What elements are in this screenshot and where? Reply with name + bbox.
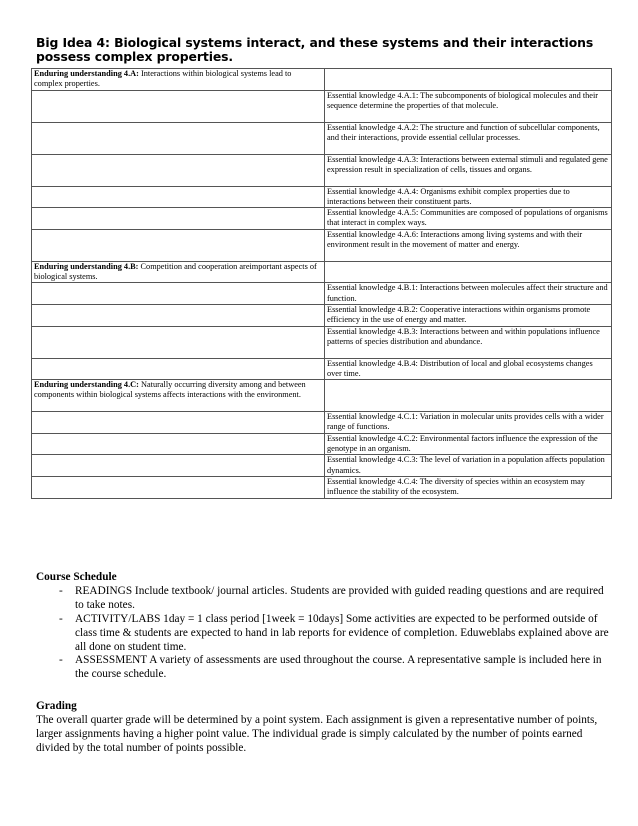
empty-cell <box>32 90 325 122</box>
empty-cell <box>32 208 325 230</box>
eu-row <box>32 261 612 283</box>
empty-cell <box>32 304 325 326</box>
empty-cell <box>325 69 612 91</box>
eu-title: Enduring understanding 4.B: <box>34 261 139 271</box>
ek-cell: Essential knowledge 4.C.3: The level of variation in a population affects population dynamics. <box>325 455 612 477</box>
list-item <box>36 613 611 655</box>
ek-cell: Essential knowledge 4.A.4: Organisms exhibit complex properties due to interactions between their constituent parts. <box>325 186 612 208</box>
ek-cell: Essential knowledge 4.B.1: Interactions between molecules affect their structure and function. <box>325 283 612 305</box>
dash-bullet: - <box>59 654 63 667</box>
dash-bullet: - <box>59 612 63 625</box>
ek-row <box>32 283 612 305</box>
ek-row <box>32 358 612 380</box>
eu-cell <box>32 380 325 412</box>
eu-text: Competition and cooperation areimportant aspects of biological systems. <box>34 261 317 282</box>
empty-cell <box>32 154 325 186</box>
ek-row <box>32 208 612 230</box>
ek-row <box>32 154 612 186</box>
empty-cell <box>32 433 325 455</box>
empty-cell <box>32 326 325 358</box>
ek-cell: Essential knowledge 4.A.6: Interactions among living systems and with their environment result in the movement of matter and energy. <box>325 229 612 261</box>
ek-cell: Essential knowledge 4.B.3: Interactions between and within populations influence patterns of species distribution and abundance. <box>325 326 612 358</box>
ek-row <box>32 229 612 261</box>
list-item-text: ASSESSMENT A variety of assessments are used throughout the course. A representative sample is included here in the course schedule. <box>75 654 602 681</box>
ek-cell: Essential knowledge 4.A.5: Communities are composed of populations of organisms that interact in complex ways. <box>325 208 612 230</box>
eu-text: Interactions within biological systems lead to complex properties. <box>34 69 292 89</box>
empty-cell <box>32 122 325 154</box>
enduring-understanding-table <box>31 68 612 499</box>
empty-cell <box>32 229 325 261</box>
ek-cell: Essential knowledge 4.B.4: Distribution of local and global ecosystems changes over time. <box>325 358 612 380</box>
empty-cell <box>32 476 325 498</box>
eu-title: Enduring understanding 4.A: <box>34 69 139 78</box>
grading-text: The overall quarter grade will be determined by a point system. Each assignment is given a representative number of points, larger assignments having a higher point value. The individual grade is simply calculated by the number of points earned divided by the total number of points possible. <box>36 713 598 754</box>
ek-cell: Essential knowledge 4.A.1: The subcomponents of biological molecules and their sequence determine the properties of that molecule. <box>325 90 612 122</box>
course-schedule-heading: Course Schedule <box>36 571 117 583</box>
eu-cell <box>32 69 325 91</box>
list-item-text: READINGS Include textbook/ journal articles. Students are provided with guided reading questions and are required to take notes. <box>75 584 604 611</box>
ek-row <box>32 122 612 154</box>
ek-row <box>32 90 612 122</box>
list-item-text: ACTIVITY/LABS 1day = 1 class period [1week = 10days] Some activities are expected to be performed outside of class time & students are expected to hand in lab reports for evidence of completion. Eduweblabs explained above are all done on student time. <box>75 612 609 653</box>
ek-cell: Essential knowledge 4.C.2: Environmental factors influence the expression of the genotype in an organism. <box>325 433 612 455</box>
ek-row <box>32 326 612 358</box>
empty-cell <box>32 412 325 434</box>
ek-row <box>32 186 612 208</box>
ek-row <box>32 455 612 477</box>
ek-row <box>32 412 612 434</box>
ek-row <box>32 433 612 455</box>
course-schedule-section <box>36 571 611 682</box>
list-item <box>36 654 611 682</box>
ek-row <box>32 476 612 498</box>
eu-title: Enduring understanding 4.C: <box>34 380 139 390</box>
empty-cell <box>32 358 325 380</box>
grading-section <box>36 700 611 756</box>
ek-row <box>32 304 612 326</box>
ek-cell: Essential knowledge 4.A.3: Interactions between external stimuli and regulated gene expression result in specialization of cells, tissues and organs. <box>325 154 612 186</box>
empty-cell <box>325 261 612 283</box>
ek-cell: Essential knowledge 4.A.2: The structure and function of subcellular components, and their interactions, provide essential cellular processes. <box>325 122 612 154</box>
eu-cell <box>32 261 325 283</box>
eu-row <box>32 69 612 91</box>
ek-cell: Essential knowledge 4.B.2: Cooperative interactions within organisms promote efficiency in the use of energy and matter. <box>325 304 612 326</box>
empty-cell <box>32 283 325 305</box>
ek-cell: Essential knowledge 4.C.1: Variation in molecular units provides cells with a wider range of functions. <box>325 412 612 434</box>
list-item <box>36 585 611 613</box>
empty-cell <box>32 186 325 208</box>
eu-row <box>32 380 612 412</box>
dash-bullet: - <box>59 584 63 597</box>
course-schedule-list <box>36 585 611 682</box>
eu-text: Naturally occurring diversity among and between components within biological systems affects interactions with the environment. <box>34 380 306 400</box>
grading-heading: Grading <box>36 700 77 712</box>
big-idea-heading: Big Idea 4: Biological systems interact, and these systems and their interactions possess complex properties. <box>36 35 594 64</box>
empty-cell <box>325 380 612 412</box>
empty-cell <box>32 455 325 477</box>
ek-cell: Essential knowledge 4.C.4: The diversity of species within an ecosystem may influence the stability of the ecosystem. <box>325 476 612 498</box>
